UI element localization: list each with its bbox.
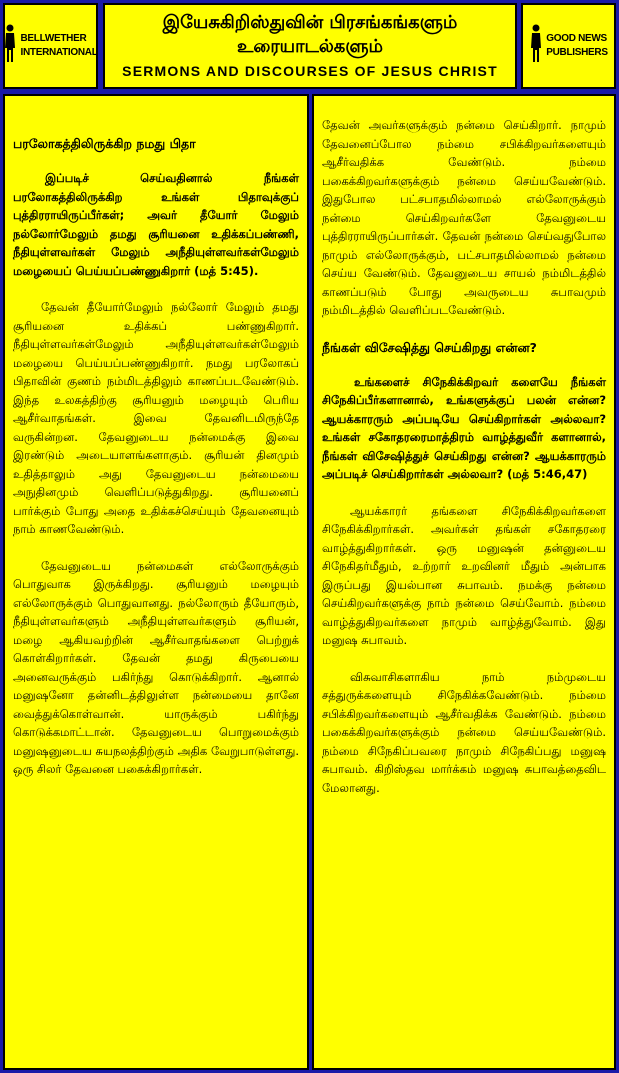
page-header — [0, 0, 619, 92]
left-column — [3, 94, 309, 1070]
body-paragraph: தேவனுடைய நன்மைகள் எல்லோருக்கும் பொதுவாக இருக்கிறது. சூரியனும் மழையும் எல்லோருக்கும் பொதுவானது. நல்லோரும் தீயோரும், நீதியுள்ளவர்களும் அநீதியுள்ளவர்களும் சூரியன், மழை ஆகியவற்றின் ஆசீர்வாதங்களை பெற்றுக் கொள்கிறார்கள். தேவன் தமது கிருபையை அனைவருக்கும் பகிர்ந்து கொடுக்கிறார். ஆனால் மனுஷனோ தன்னிடத்திலுள்ள நன்மையை தானே வைத்துக்கொள்வான். யாருக்கும் பகிர்ந்து கொடுக்கமாட்டான். தேவனுடைய பொறுமைக்கும் மனுஷனுடைய சுயநலத்திற்கும் அதிக வேறுபாடுள்ளது. ஒரு சிலர் தேவனை பகைக்கிறார்கள். — [13, 558, 299, 776]
good-news-logo — [521, 3, 616, 89]
figure-icon — [3, 24, 17, 68]
figure-icon — [529, 24, 543, 68]
logo-line2: PUBLISHERS — [546, 47, 608, 58]
title-english: SERMONS AND DISCOURSES OF JESUS CHRIST — [122, 63, 498, 79]
body-paragraph: ஆயக்காரர் தங்களை சிநேகிக்கிறவர்களை சிநேகிக்கிறார்கள். அவர்கள் தங்கள் சகோதரரை வாழ்த்துகிறார்கள். ஒரு மனுஷன் தன்னுடைய சிநேகிதர்மீதும், உற்றார் உறவினர் மீதும் அன்பாக இருப்பது இயல்பான சுபாவம். நமக்கு நன்மை செய்கிறவர்களுக்கு நாம் நன்மை செய்வோம். நம்மை வாழ்த்துகிறவர்களை நாமும் வாழ்த்துவோம். இது மனுஷ சுபாவம். — [322, 503, 606, 647]
right-column — [312, 94, 616, 1070]
title-tamil-line2: உரையாடல்களும் — [237, 36, 383, 57]
bellwether-logo — [3, 3, 98, 89]
section-heading: பரலோகத்திலிருக்கிற நமது பிதா — [13, 136, 196, 151]
title-box — [103, 3, 517, 89]
body-paragraph: தேவன் தீயோர்மேலும் நல்லோர் மேலும் தமது சூரியனை உதிக்கப் பண்ணுகிறார். நீதியுள்ளவர்கள்மேலும் அநீதியுள்ளவர்கள்மேலும் மழையை பெய்யப்பண்ணுகிறார். நமது பரலோகப் பிதாவின் குணம் நம்மிடத்திலும் காணப்படவேண்டும். இந்த உலகத்திற்கு சூரியனும் மழையும் பெரிய ஆசீர்வாதங்கள். இவை தேவனிடமிருந்தே வருகின்றன. தேவனுடைய நன்மைக்கு இவை இரண்டும் அடையாளங்களாகும். சூரியன் தினமும் உதித்தாலும் அது தேவனுடைய நன்மையை அநுதினமும் வெளிப்படுத்துகிறது. சூரியனைப் பார்க்கும் போது அதை உதிக்கச்செய்யும் தேவனையும் நாம் காணவேண்டும். — [13, 300, 299, 536]
body-paragraph: விசுவாசிகளாகிய நாம் நம்முடைய சத்துருக்களையும் சிநேகிக்கவேண்டும். நம்மை சபிக்கிறவர்களையும் ஆசீர்வதிக்க வேண்டும். நம்மை பகைக்கிறவர்களுக்கும் நன்மை செய்யவேண்டும். நம்மை சிநேகிப்பவரை நாமும் சிநேகிப்பது மனுஷ சுபாவம். கிறிஸ்தவ மார்க்கம் மனுஷ சுபாவத்தைவிட மேலானது. — [322, 669, 606, 795]
title-tamil-line1: இயேசுகிறிஸ்துவின் பிரசங்கங்களும் — [162, 12, 458, 33]
body-paragraph: தேவன் அவர்களுக்கும் நன்மை செய்கிறார். நாமும் தேவனைப்போல நம்மை சபிக்கிறவர்களையும் ஆசீர்வதிக்க வேண்டும். நம்மை பகைக்கிறவர்களுக்கும் நன்மை செய்யவேண்டும். இதுபோல பட்சபாதமில்லாமல் எல்லோருக்கும் நன்மை செய்கிறவர்களே தேவனுடைய புத்திரராயிருப்பார்கள். தேவன் நன்மை செய்வதுபோல நாமும் எல்லோருக்கும், பட்சபாதமில்லாமல் நன்மை செய்ய வேண்டும். தேவனுடைய சாயல் நம்மிடத்தில் காணப்படும் போது அவருடைய சுபாவமும் நம்மிடத்தில் வெளிப்படவேண்டும். — [322, 118, 606, 317]
logo-line1: GOOD NEWS — [546, 33, 607, 44]
scripture-quote: இப்படிச் செய்வதினால் நீங்கள் பரலோகத்திலிருக்கிற உங்கள் பிதாவுக்குப் புத்திரராயிருப்பீர்கள்; அவர் தீயோர் மேலும் நல்லோர்மேலும் தமது சூரியனை உதிக்கப்பண்ணி, நீதியுள்ளவர்கள் மேலும் அநீதியுள்ளவர்கள்மேலும் மழையைப் பெய்யப்பண்ணுகிறார் (மத் 5:45). — [13, 171, 299, 278]
logo-line1: BELLWETHER — [20, 33, 87, 44]
section-heading: நீங்கள் விசேஷித்து செய்கிறது என்ன? — [322, 339, 537, 355]
logo-line2: INTERNATIONAL — [20, 47, 98, 58]
scripture-quote: உங்களைச் சிநேகிக்கிறவர் களையே நீங்கள் சிநேகிப்பீர்களானால், உங்களுக்குப் பலன் என்ன? ஆயக்காரரும் அப்படியே செய்கிறார்கள் அல்லவா? உங்கள் சகோதரரைமாத்திரம் வாழ்த்துவீர் களானால், நீங்கள் விசேஷித்துச் செய்கிறது என்ன? ஆயக்காரரும் அப்படிச் செய்கிறார்கள் அல்லவா? (மத் 5:46,47) — [322, 374, 606, 481]
